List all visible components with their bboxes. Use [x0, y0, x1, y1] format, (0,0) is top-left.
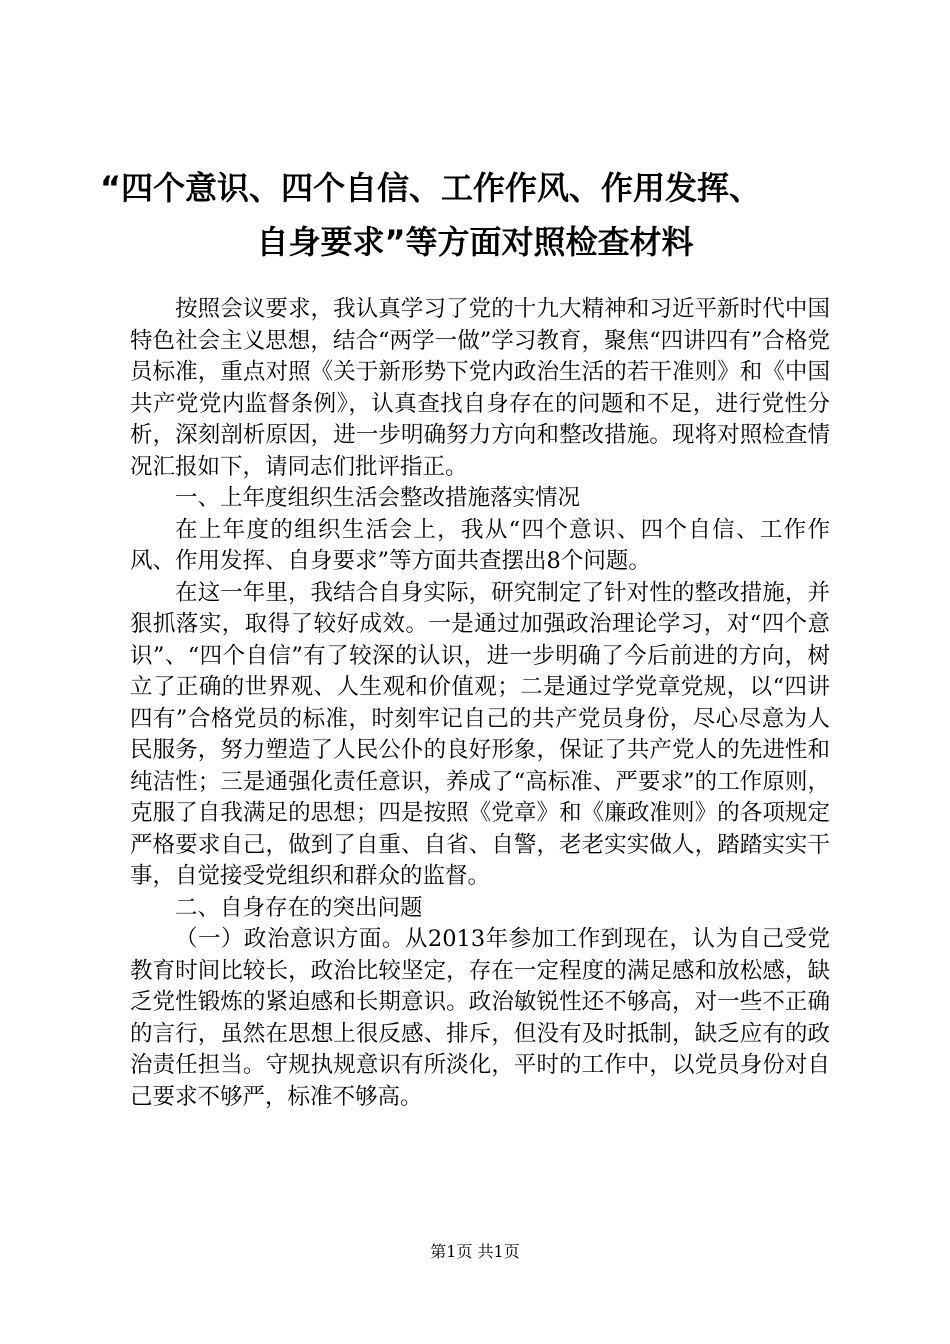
body-paragraph: 在这一年里，我结合自身实际，研究制定了针对性的整改措施，并狠抓落实，取得了较好成效。一是通过加强政治理论学习，对“四个意识”、“四个自信”有了较深的认识，进一步明确了今后前进的方向，树立了正确的世界观、人生观和价值观；二是通过学党章党规，以“四讲四有”合格党员的标准，时刻牢记自己的共产党员身份，尽心尽意为人民服务，努力塑造了人民公仆的良好形象，保证了共产党人的先进性和纯洁性；三是通强化责任意识，养成了“高标准、严要求”的工作原则，克服了自我满足的思想；四是按照《党章》和《廉政准则》的各项规定严格要求自己，做到了自重、自省、自警，老老实实做人，踏踏实实干事，自觉接受党组织和群众的监督。 [130, 579, 830, 889]
body-paragraph: 在上年度的组织生活会上，我从“四个意识、四个自信、工作作风、作用发挥、自身要求”等方面共查摆出8个问题。 [130, 516, 830, 574]
body-paragraph: （一）政治意识方面。从2013年参加工作到现在，认为自己受党教育时间比较长，政治比较坚定，存在一定程度的满足感和放松感，缺乏党性锻炼的紧迫感和长期意识。政治敏锐性还不够高，对一些不正确的言行，虽然在思想上很反感、排斥，但没有及时抵制，缺乏应有的政治责任担当。守规执规意识有所淡化，平时的工作中，以党员身份对自己要求不够严，标准不够高。 [130, 926, 830, 1110]
document-title-line-2: 自身要求”等方面对照检查材料 [256, 223, 694, 261]
section-heading-1: 一、上年度组织生活会整改措施落实情况 [175, 485, 581, 511]
document-title-line-1: “四个意识、四个自信、工作作风、作用发挥、 [100, 169, 762, 207]
section-heading-2: 二、自身存在的突出问题 [175, 894, 423, 921]
intro-paragraph: 按照会议要求，我认真学习了党的十九大精神和习近平新时代中国特色社会主义思想，结合“两学一做”学习教育，聚焦“四讲四有”合格党员标准，重点对照《关于新形势下党内政治生活的若干准则》和《中国共产党党内监督条例》，认真查找自身存在的问题和不足，进行党性分析，深刻剖析原因，进一步明确努力方向和整改措施。现将对照检查情况汇报如下，请同志们批评指正。 [130, 296, 830, 480]
document-body [130, 294, 830, 1113]
page-footer: 第1页 共1页 [430, 1242, 520, 1261]
